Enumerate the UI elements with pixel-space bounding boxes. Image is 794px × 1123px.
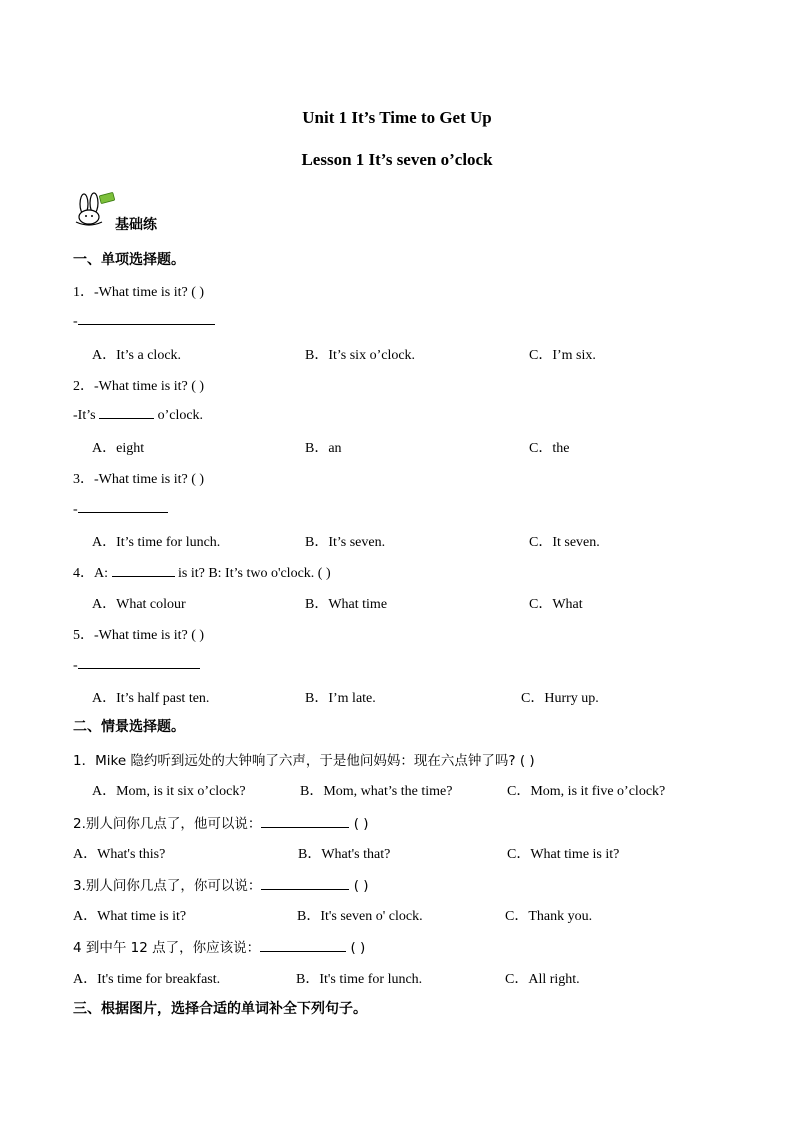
s2-q1-stem: 1．Mike 隐约听到远处的大钟响了六声，于是他问妈妈：现在六点钟了吗? ( ) [73,753,535,769]
answer-blank[interactable] [261,815,349,828]
s2-q2-stem [73,812,369,832]
s1-q2-stem: 2．-What time is it? ( ) [73,379,205,394]
s2-q3-stem-post: ( ) [353,878,369,894]
s1-q1-option-a: A．It’s a clock. [92,348,182,363]
s2-q2-option-b: B．What's that? [298,847,391,862]
s1-q5-option-c: C．Hurry up. [521,691,599,706]
answer-blank[interactable] [112,564,175,577]
s1-q2-answer-post: o’clock. [157,408,204,423]
s1-q3-stem: 3．-What time is it? ( ) [73,472,205,487]
s2-q4-stem [73,936,365,956]
section1-heading: 一、单项选择题。 [73,252,185,268]
s2-q4-stem-post: ( ) [350,940,366,956]
s2-q2-stem-post: ( ) [353,816,369,832]
answer-blank[interactable] [78,500,168,513]
s1-q2-option-b: B．an [305,441,342,456]
s1-q4-stem [73,562,331,582]
answer-blank[interactable] [78,656,200,669]
s2-q4-option-b: B．It's time for lunch. [296,972,423,987]
basic-practice-label: 基础练 [115,217,157,233]
s1-q5-option-b: B．I’m late. [305,691,376,706]
s1-q4-option-b: B．What time [305,597,388,612]
s1-q3-option-c: C．It seven. [529,535,600,550]
lesson-title: Lesson 1 It’s seven o’clock [301,150,493,169]
s1-q5-answer-prefix: - [73,658,78,673]
s1-q2-answer-pre: -It’s [73,408,96,423]
answer-blank[interactable] [261,877,349,890]
s2-q3-option-c: C．Thank you. [505,909,593,924]
s1-q1-answer-line [73,312,215,330]
s1-q5-option-a: A．It’s half past ten. [92,691,210,706]
s2-q3-option-a: A．What time is it? [73,909,187,924]
s2-q1-option-b: B．Mom, what’s the time? [300,784,453,799]
s2-q2-option-a: A．What's this? [73,847,166,862]
s2-q3-option-b: B．It's seven o' clock. [297,909,423,924]
s1-q4-stem-pre: 4．A: [73,566,108,581]
s2-q3-stem-pre: 3.别人问你几点了，你可以说： [73,878,262,894]
s2-q4-option-c: C．All right. [505,972,580,987]
s2-q2-option-c: C．What time is it? [507,847,620,862]
s1-q1-answer-prefix: - [73,314,78,329]
s1-q3-answer-prefix: - [73,502,78,517]
s1-q1-option-b: B．It’s six o’clock. [305,348,416,363]
section3-heading: 三、根据图片，选择合适的单词补全下列句子。 [73,1001,367,1017]
s1-q1-option-c: C．I’m six. [529,348,596,363]
s2-q4-stem-pre: 4 到中午 12 点了，你应该说： [73,940,261,956]
s1-q5-stem: 5．-What time is it? ( ) [73,628,205,643]
s2-q1-option-c: C．Mom, is it five o’clock? [507,784,666,799]
answer-blank[interactable] [78,312,215,325]
section2-heading: 二、情景选择题。 [73,719,185,735]
s1-q4-stem-post: is it? B: It’s two o'clock. ( ) [178,566,331,581]
s2-q4-option-a: A．It's time for breakfast. [73,972,221,987]
s2-q3-stem [73,874,369,894]
s1-q3-option-b: B．It’s seven. [305,535,386,550]
s2-q2-stem-pre: 2.别人问你几点了，他可以说： [73,816,262,832]
s1-q2-answer-line [73,406,203,424]
s1-q2-option-a: A．eight [92,441,145,456]
unit-title: Unit 1 It’s Time to Get Up [302,108,492,127]
s1-q3-answer-line [73,500,168,518]
s1-q2-option-c: C．the [529,441,570,456]
s1-q1-stem: 1．-What time is it? ( ) [73,285,205,300]
s1-q4-option-a: A．What colour [92,597,186,612]
answer-blank[interactable] [260,939,346,952]
s2-q1-option-a: A．Mom, is it six o’clock? [92,784,246,799]
s1-q4-option-c: C．What [529,597,583,612]
answer-blank[interactable] [99,406,154,419]
s1-q5-answer-line [73,656,200,674]
s1-q3-option-a: A．It’s time for lunch. [92,535,221,550]
rabbit-icon [74,192,116,226]
